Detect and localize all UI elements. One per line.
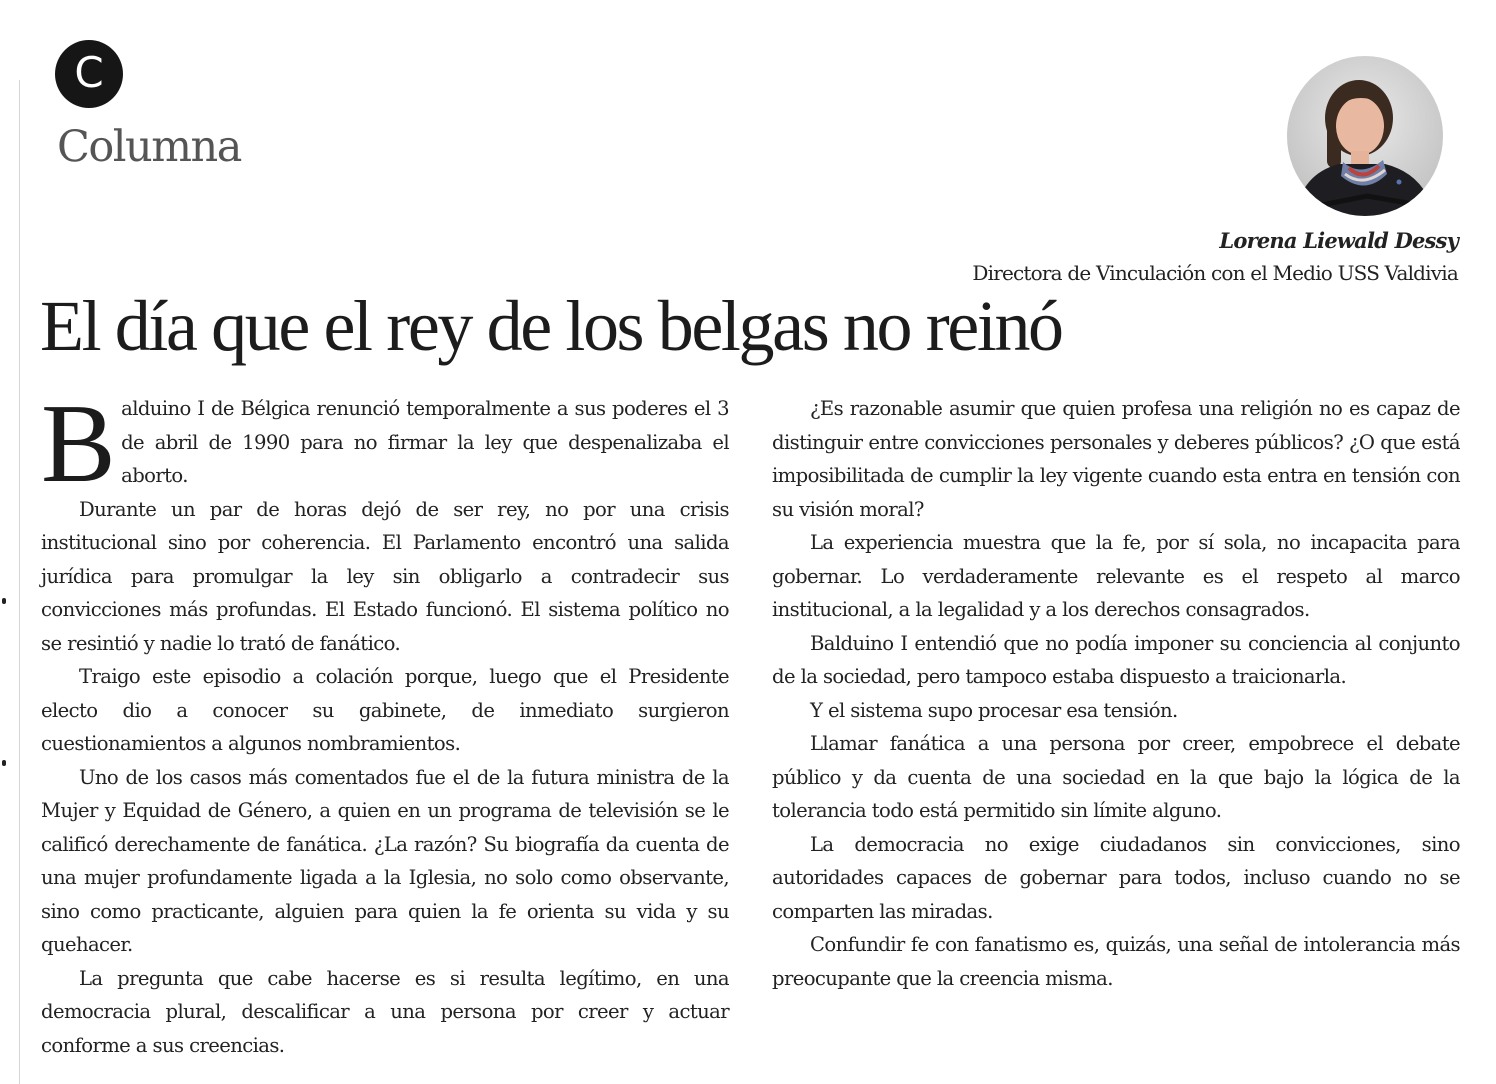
paragraph-text: alduino I de Bélgica renunció temporalmente a sus poderes el 3 de abril de 1990 para no firmar la ley que despenalizaba el aborto. [121, 397, 729, 487]
article-headline: El día que el rey de los belgas no reinó [40, 286, 1062, 366]
paragraph: ¿Es razonable asumir que quien profesa una religión no es capaz de distinguir entre convicciones personales y deberes públicos? ¿O que está imposibilitada de cumplir la ley vigente cuando esta entra en tensión con su visión moral? [772, 397, 1460, 521]
page-fold-line [19, 80, 20, 1084]
paragraph: La pregunta que cabe hacerse es si resulta legítimo, en una democracia plural, descalificar a una persona por creer y actuar conforme a sus creencias. [41, 966, 729, 1057]
paragraph: Confundir fe con fanatismo es, quizás, una señal de intolerancia más preocupante que la creencia misma. [772, 933, 1460, 990]
article-column-left [41, 382, 729, 1062]
edge-mark [2, 598, 6, 604]
paragraph: Durante un par de horas dejó de ser rey, no por una crisis institucional sino por coherencia. El Parlamento encontró una salida jurídica para promulgar la ley sin obligarlo a contradecir sus convicciones más profundas. El Estado funcionó. El sistema político no se resintió y nadie lo trató de fanático. [41, 497, 729, 655]
paragraph: La experiencia muestra que la fe, por sí sola, no incapacita para gobernar. Lo verdaderamente relevante es el respeto al marco institucional, a la legalidad y a los derechos consagrados. [772, 531, 1460, 621]
author-portrait-icon [1287, 56, 1443, 216]
author-name: Lorena Liewald Dessy [1219, 228, 1458, 253]
paragraph: Y el sistema supo procesar esa tensión. [810, 698, 1178, 722]
paragraph: Uno de los casos más comentados fue el de la futura ministra de la Mujer y Equidad de Género, a quien en un programa de televisión se le calificó derechamente de fanática. ¿La razón? Su biografía da cuenta de una mujer profundamente ligada a la Iglesia, no solo como observante, sino como practicante, alguien para quien la fe orienta su vida y su quehacer. [41, 765, 729, 956]
paragraph: La democracia no exige ciudadanos sin convicciones, sino autoridades capaces de gobernar para todos, incluso cuando no se comparten las miradas. [772, 832, 1460, 923]
article-column-right [772, 392, 1460, 995]
paragraph: Llamar fanática a una persona por creer, empobrece el debate público y da cuenta de una sociedad en la que bajo la lógica de la tolerancia todo está permitido sin límite alguno. [772, 732, 1460, 822]
edge-mark [2, 760, 6, 766]
paragraph: Traigo este episodio a colación porque, luego que el Presidente electo dio a conocer su gabinete, de inmediato surgieron cuestionamientos a algunos nombramientos. [41, 665, 729, 755]
byline [972, 226, 1458, 290]
author-photo [1287, 56, 1443, 216]
section-label: Columna [57, 122, 241, 172]
author-role: Directora de Vinculación con el Medio USS Valdivia [972, 261, 1458, 285]
paragraph: Balduino I entendió que no podía imponer su conciencia al conjunto de la sociedad, pero tampoco estaba dispuesto a traicionarla. [772, 631, 1460, 688]
logo-letter: C [74, 47, 104, 97]
column-logo-icon [55, 40, 123, 108]
dropcap: B [41, 382, 116, 506]
paragraph [41, 382, 729, 506]
